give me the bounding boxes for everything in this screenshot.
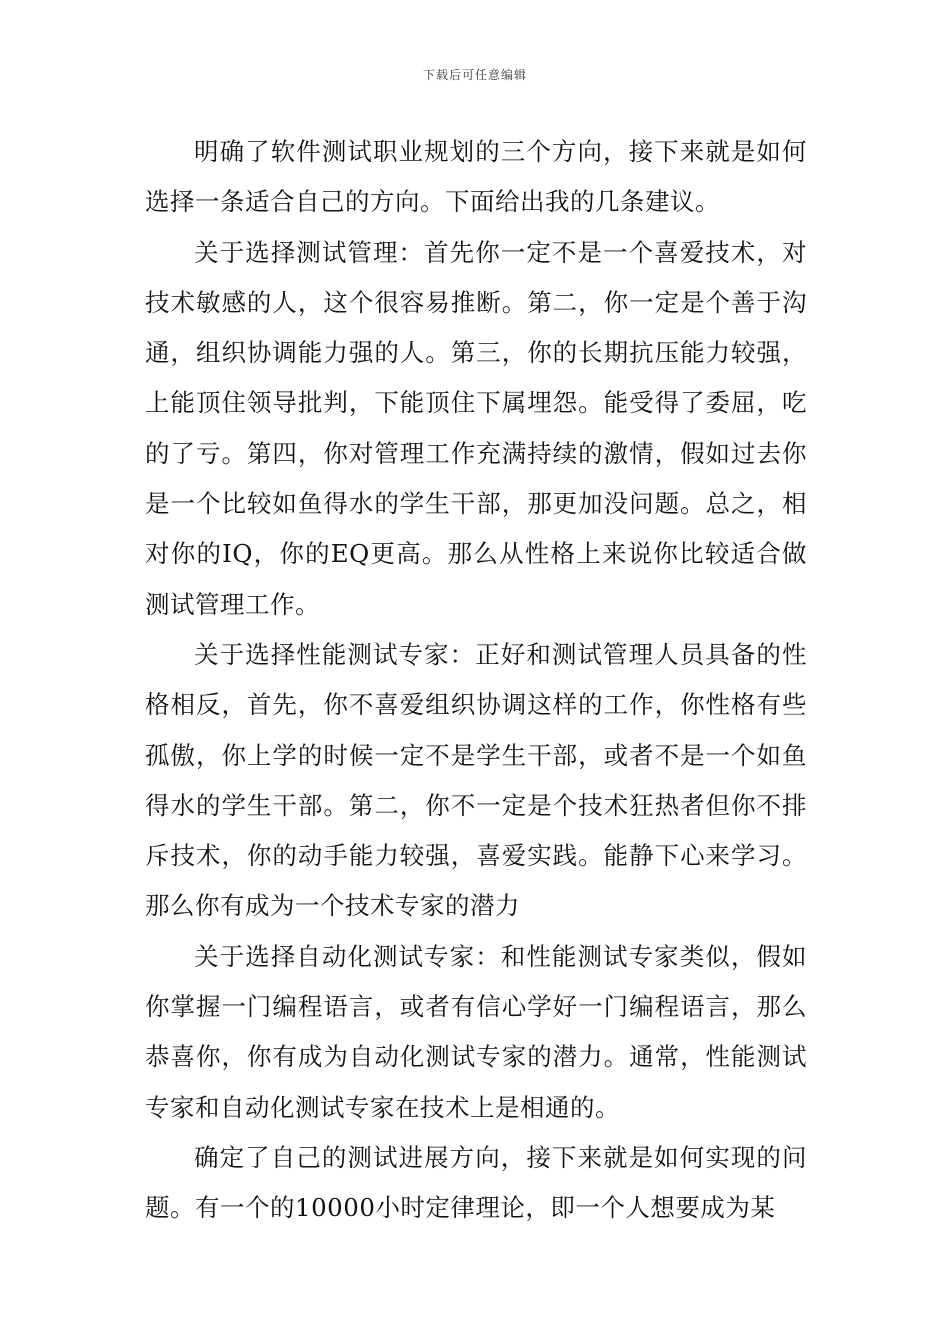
paragraph-test-management: 关于选择测试管理：首先你一定不是一个喜爱技术，对技术敏感的人，这个很容易推断。第二，你一定是个善于沟通，组织协调能力强的人。第三，你的长期抗压能力较强，上能顶住领导批判，下能顶住下属埋怨。能受得了委屈，吃的了亏。第四，你对管理工作充满持续的激情，假如过去你是一个比较如鱼得水的学生干部，那更加没问题。总之，相对你的IQ，你的EQ更高。那么从性格上来说你比较适合做测试管理工作。 (145, 237, 807, 619)
document-body (145, 127, 807, 1234)
paragraph-intro: 明确了软件测试职业规划的三个方向，接下来就是如何选择一条适合自己的方向。下面给出我的几条建议。 (145, 137, 807, 217)
paragraph-automation-expert: 关于选择自动化测试专家：和性能测试专家类似，假如你掌握一门编程语言，或者有信心学好一门编程语言，那么恭喜你，你有成为自动化测试专家的潜力。通常，性能测试专家和自动化测试专家在技术上是相通的。 (145, 941, 807, 1122)
header-note: 下载后可任意编辑 (422, 68, 527, 82)
paragraph-implementation: 确定了自己的测试进展方向，接下来就是如何实现的问题。有一个的10000小时定律理论，即一个人想要成为某 (145, 1142, 807, 1223)
paragraph-performance-expert: 关于选择性能测试专家：正好和测试管理人员具备的性格相反，首先，你不喜爱组织协调这样的工作，你性格有些孤傲，你上学的时候一定不是学生干部，或者不是一个如鱼得水的学生干部。第二，你不一定是个技术狂热者但你不排斥技术，你的动手能力较强，喜爱实践。能静下心来学习。那么你有成为一个技术专家的潜力 (145, 639, 807, 921)
